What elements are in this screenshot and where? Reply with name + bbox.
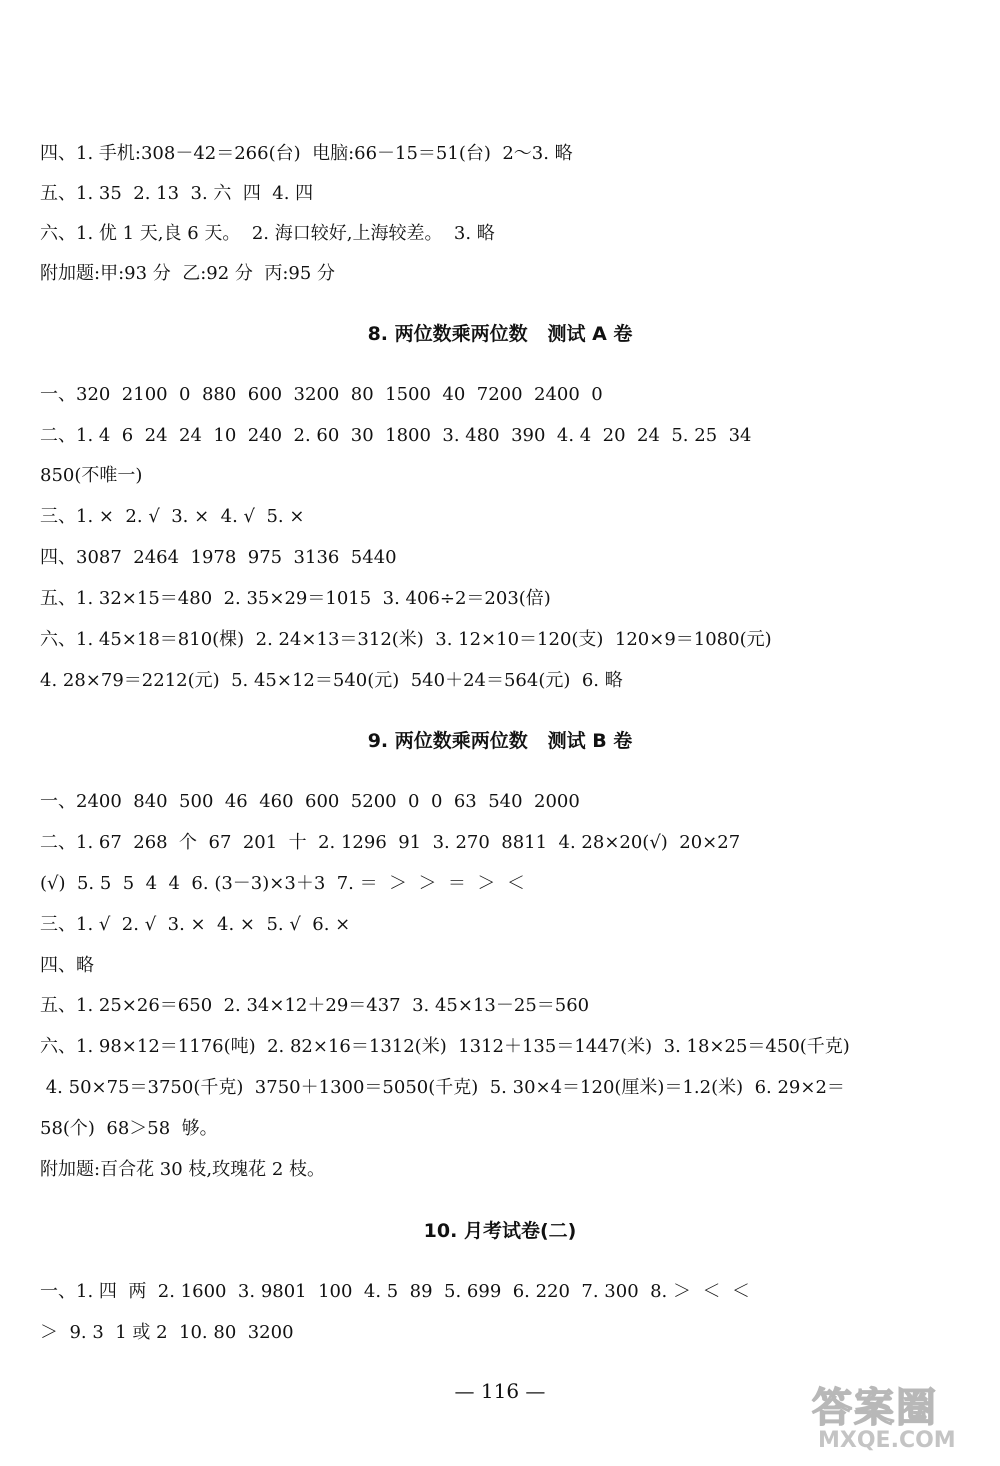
answer-line: 五、1. 25×26＝650 2. 34×12＋29＝437 3. 45×13－25＝560 — [40, 995, 590, 1016]
watermark-logo-text: 答案圈 — [812, 1385, 938, 1431]
watermark-url: MXQE.COM — [818, 1428, 956, 1453]
watermark-logo — [812, 1376, 988, 1460]
answer-line: 三、1. √ 2. √ 3. × 4. × 5. √ 6. × — [40, 914, 351, 935]
answer-line: 附加题:甲:93 分 乙:92 分 丙:95 分 — [40, 263, 336, 284]
section-heading: 10. 月考试卷(二) — [423, 1220, 577, 1242]
answer-line: 850(不唯一) — [40, 465, 143, 486]
answer-line: 一、320 2100 0 880 600 3200 80 1500 40 7200 2400 0 — [40, 384, 603, 405]
section-heading: 8. 两位数乘两位数 测试 A 卷 — [367, 323, 633, 345]
answer-line: 四、1. 手机:308－42＝266(台) 电脑:66－15＝51(台) 2～3. 略 — [40, 143, 573, 164]
answer-line: 附加题:百合花 30 枝,玫瑰花 2 枝。 — [40, 1159, 326, 1180]
answer-line: 六、1. 98×12＝1176(吨) 2. 82×16＝1312(米) 1312＋135＝1447(米) 3. 18×25＝450(千克) — [40, 1036, 850, 1057]
answer-line: 4. 50×75＝3750(千克) 3750＋1300＝5050(千克) 5. 30×4＝120(厘米)＝1.2(米) 6. 29×2＝ — [40, 1077, 845, 1098]
answer-line: 六、1. 45×18＝810(棵) 2. 24×13＝312(米) 3. 12×10＝120(支) 120×9＝1080(元) — [40, 629, 772, 650]
answer-line: 五、1. 35 2. 13 3. 六 四 4. 四 — [40, 183, 314, 204]
answer-line: 三、1. × 2. √ 3. × 4. √ 5. × — [40, 506, 305, 527]
answer-line: 4. 28×79＝2212(元) 5. 45×12＝540(元) 540＋24＝564(元) 6. 略 — [40, 670, 623, 691]
answer-line: 58(个) 68＞58 够。 — [40, 1118, 218, 1139]
answer-line: (√) 5. 5 5 4 4 6. (3－3)×3＋3 7. ＝ ＞ ＞ ＝ ＞ ＜ — [40, 873, 525, 894]
answer-line: 六、1. 优 1 天,良 6 天。 2. 海口较好,上海较差。 3. 略 — [40, 223, 495, 244]
answer-line: 四、3087 2464 1978 975 3136 5440 — [40, 547, 397, 568]
answer-line: 二、1. 67 268 个 67 201 十 2. 1296 91 3. 270 8811 4. 28×20(√) 20×27 — [40, 832, 741, 853]
answer-line: 二、1. 4 6 24 24 10 240 2. 60 30 1800 3. 480 390 4. 4 20 24 5. 25 34 — [40, 425, 752, 446]
section-heading: 9. 两位数乘两位数 测试 B 卷 — [367, 730, 633, 752]
answer-line: 一、1. 四 两 2. 1600 3. 9801 100 4. 5 89 5. 699 6. 220 7. 300 8. ＞ ＜ ＜ — [40, 1281, 750, 1302]
page-number: — 116 — — [454, 1379, 546, 1403]
answer-line: ＞ 9. 3 1 或 2 10. 80 3200 — [40, 1322, 294, 1343]
answer-line: 四、略 — [40, 955, 94, 976]
answer-line: 五、1. 32×15＝480 2. 35×29＝1015 3. 406÷2＝203(倍) — [40, 588, 551, 609]
answer-line: 一、2400 840 500 46 460 600 5200 0 0 63 540 2000 — [40, 791, 580, 812]
